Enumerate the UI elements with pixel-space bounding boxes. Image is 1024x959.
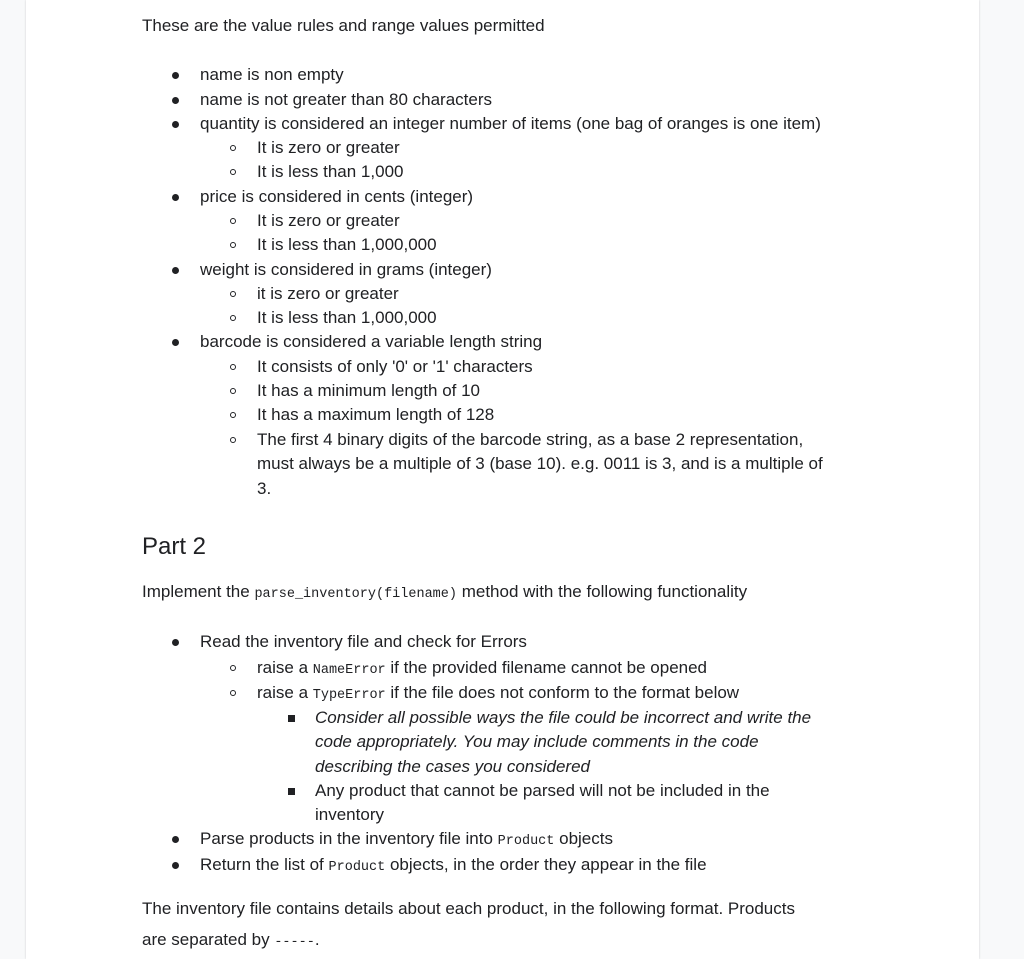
bullet-circle bbox=[230, 169, 236, 175]
bullet-circle bbox=[230, 412, 236, 418]
rule-item: price is considered in cents (integer) bbox=[200, 187, 474, 206]
parse-prefix: Parse products in the inventory file into bbox=[200, 829, 498, 848]
bullet-square bbox=[288, 715, 295, 722]
type-error-suffix: if the file does not conform to the format below bbox=[385, 683, 740, 702]
rule-subitem: It is zero or greater bbox=[257, 211, 400, 230]
separator-prefix: are separated by bbox=[142, 930, 275, 949]
code-name-error: NameError bbox=[312, 663, 386, 678]
bullet-disc bbox=[172, 194, 179, 201]
rule-subitem: The first 4 binary digits of the barcode string, as a base 2 representation, bbox=[257, 430, 804, 449]
code-separator: ----- bbox=[274, 935, 315, 950]
part2-heading: Part 2 bbox=[142, 533, 207, 560]
any-product-item: Any product that cannot be parsed will not be included in the bbox=[315, 781, 770, 800]
bullet-circle bbox=[230, 242, 236, 248]
rule-subitem: It has a minimum length of 10 bbox=[257, 381, 481, 400]
return-prefix: Return the list of bbox=[200, 855, 329, 874]
bullet-disc bbox=[172, 121, 179, 128]
intro-text: These are the value rules and range values permitted bbox=[142, 16, 545, 35]
separator-suffix: . bbox=[314, 930, 320, 949]
return-suffix: objects, in the order they appear in the file bbox=[385, 855, 707, 874]
rule-item: weight is considered in grams (integer) bbox=[200, 260, 492, 279]
bullet-disc bbox=[172, 836, 179, 843]
bullet-disc bbox=[172, 639, 179, 646]
rule-subitem: It is less than 1,000 bbox=[257, 162, 404, 181]
implement-suffix: method with the following functionality bbox=[457, 582, 748, 601]
code-parse-inventory: parse_inventory(filename) bbox=[254, 587, 457, 602]
name-error-suffix: if the provided filename cannot be opened bbox=[385, 658, 708, 677]
bullet-circle bbox=[230, 388, 236, 394]
rule-subitem: It consists of only '0' or '1' characters bbox=[257, 357, 533, 376]
code-product: Product bbox=[497, 834, 555, 849]
rule-subitem: it is zero or greater bbox=[257, 284, 399, 303]
rule-item: name is non empty bbox=[200, 65, 344, 84]
read-item: Read the inventory file and check for Errors bbox=[200, 632, 527, 651]
rule-item: name is not greater than 80 characters bbox=[200, 90, 492, 109]
bullet-circle bbox=[230, 690, 236, 696]
parse-suffix: objects bbox=[554, 829, 613, 848]
implement-line bbox=[142, 582, 747, 605]
format-description: The inventory file contains details about each product, in the following format. Products bbox=[142, 899, 795, 918]
rule-subitem: It is less than 1,000,000 bbox=[257, 235, 437, 254]
bullet-square bbox=[288, 788, 295, 795]
rule-item: quantity is considered an integer number of items (one bag of oranges is one item) bbox=[200, 114, 821, 133]
return-list-item bbox=[200, 855, 707, 878]
bullet-circle bbox=[230, 218, 236, 224]
bullet-disc bbox=[172, 267, 179, 274]
bullet-circle bbox=[230, 364, 236, 370]
consider-item-continued: describing the cases you considered bbox=[315, 757, 590, 776]
raise-prefix: raise a bbox=[257, 658, 313, 677]
bullet-circle bbox=[230, 315, 236, 321]
consider-item: Consider all possible ways the file could be incorrect and write the bbox=[315, 708, 812, 727]
raise-name-error-item bbox=[257, 658, 707, 681]
bullet-circle bbox=[230, 291, 236, 297]
bullet-disc bbox=[172, 862, 179, 869]
parse-products-item bbox=[200, 829, 613, 852]
bullet-disc bbox=[172, 97, 179, 104]
code-product: Product bbox=[328, 860, 386, 875]
code-type-error: TypeError bbox=[312, 688, 386, 703]
raise-prefix: raise a bbox=[257, 683, 313, 702]
rule-subitem: It is zero or greater bbox=[257, 138, 400, 157]
bullet-disc bbox=[172, 339, 179, 346]
rule-subitem-continued: must always be a multiple of 3 (base 10). e.g. 0011 is 3, and is a multiple of bbox=[257, 454, 823, 473]
consider-item-continued: code appropriately. You may include comments in the code bbox=[315, 732, 759, 751]
rule-item: barcode is considered a variable length string bbox=[200, 332, 543, 351]
rule-subitem: It has a maximum length of 128 bbox=[257, 405, 495, 424]
bullet-circle bbox=[230, 145, 236, 151]
document-page bbox=[26, 0, 979, 959]
bullet-disc bbox=[172, 72, 179, 79]
rule-subitem: It is less than 1,000,000 bbox=[257, 308, 437, 327]
raise-type-error-item bbox=[257, 683, 739, 706]
any-product-item-continued: inventory bbox=[315, 805, 384, 824]
format-description-continued bbox=[142, 930, 320, 953]
bullet-circle bbox=[230, 437, 236, 443]
bullet-circle bbox=[230, 665, 236, 671]
implement-prefix: Implement the bbox=[142, 582, 255, 601]
rule-subitem-continued: 3. bbox=[257, 479, 272, 498]
